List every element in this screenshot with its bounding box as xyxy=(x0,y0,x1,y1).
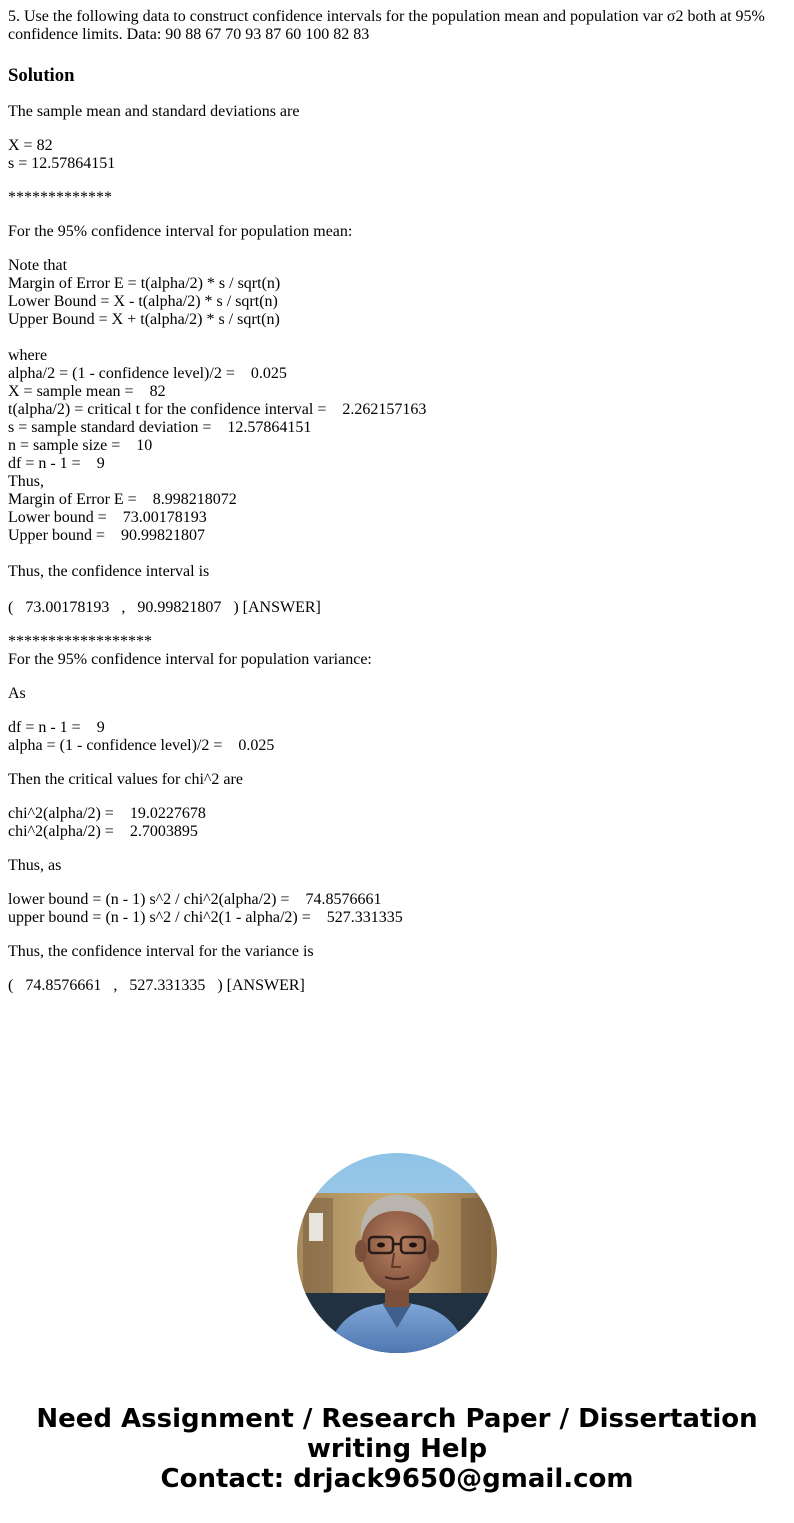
mean-ci-answer: ( 73.00178193 , 90.99821807 ) [ANSWER] xyxy=(8,599,321,616)
margin-formula: Margin of Error E = t(alpha/2) * s / sqrt(n) xyxy=(8,275,281,292)
alpha-line: alpha = (1 - confidence level)/2 = 0.025 xyxy=(8,737,275,754)
footer-line-2: writing Help xyxy=(306,1434,488,1464)
df-line-2: df = n - 1 = 9 xyxy=(8,719,105,736)
alpha-half-line: alpha/2 = (1 - confidence level)/2 = 0.025 xyxy=(8,365,287,382)
as-label: As xyxy=(8,685,26,702)
note-that: Note that xyxy=(8,257,68,274)
n-line: n = sample size = 10 xyxy=(8,437,153,454)
footer-advert xyxy=(0,1404,794,1494)
stars-separator-1: ************* xyxy=(8,189,112,206)
stars-separator-2: ****************** xyxy=(8,633,152,650)
ci-intro: Thus, the confidence interval is xyxy=(8,563,210,580)
variance-ci-answer: ( 74.8576661 , 527.331335 ) [ANSWER] xyxy=(8,977,305,994)
where-label: where xyxy=(8,347,48,364)
chi-square-line-2: chi^2(alpha/2) = 2.7003895 xyxy=(8,823,198,840)
mean-ci-heading: For the 95% confidence interval for population mean: xyxy=(8,223,353,240)
variance-ci-heading: For the 95% confidence interval for population variance: xyxy=(8,651,372,668)
sd-line: s = sample standard deviation = 12.57864151 xyxy=(8,419,312,436)
upper-variance-line: upper bound = (n - 1) s^2 / chi^2(1 - alpha/2) = 527.331335 xyxy=(8,909,403,926)
t-critical-line: t(alpha/2) = critical t for the confidence interval = 2.262157163 xyxy=(8,401,427,418)
footer-contact: Contact: drjack9650@gmail.com xyxy=(160,1464,634,1494)
solution-heading: Solution xyxy=(8,65,75,86)
upper-bound-line: Upper bound = 90.99821807 xyxy=(8,527,206,544)
person-photo-icon xyxy=(297,1153,497,1353)
variance-ci-intro: Thus, the confidence interval for the variance is xyxy=(8,943,314,960)
thus-as-label: Thus, as xyxy=(8,857,62,874)
thus-label: Thus, xyxy=(8,473,44,490)
question-text: 5. Use the following data to construct confidence intervals for the population mean and population var σ2 both at 95% confidence limits. Data: 90 88 67 70 93 87 60 100 82 83 xyxy=(8,8,769,43)
s-line: s = 12.57864151 xyxy=(8,155,116,172)
lower-bound-line: Lower bound = 73.00178193 xyxy=(8,509,207,526)
df-line: df = n - 1 = 9 xyxy=(8,455,105,472)
margin-value-line: Margin of Error E = 8.998218072 xyxy=(8,491,237,508)
upper-formula: Upper Bound = X + t(alpha/2) * s / sqrt(n) xyxy=(8,311,280,328)
document-content xyxy=(8,8,786,995)
footer-line-1: Need Assignment / Research Paper / Dissertation xyxy=(36,1404,758,1434)
lower-formula: Lower Bound = X - t(alpha/2) * s / sqrt(n) xyxy=(8,293,278,310)
xbar-line: X = 82 xyxy=(8,137,53,154)
critical-values-intro: Then the critical values for chi^2 are xyxy=(8,771,243,788)
lower-variance-line: lower bound = (n - 1) s^2 / chi^2(alpha/2) = 74.8576661 xyxy=(8,891,382,908)
intro-text: The sample mean and standard deviations are xyxy=(8,103,300,120)
chi-square-line-1: chi^2(alpha/2) = 19.0227678 xyxy=(8,805,206,822)
sample-mean-line: X = sample mean = 82 xyxy=(8,383,166,400)
